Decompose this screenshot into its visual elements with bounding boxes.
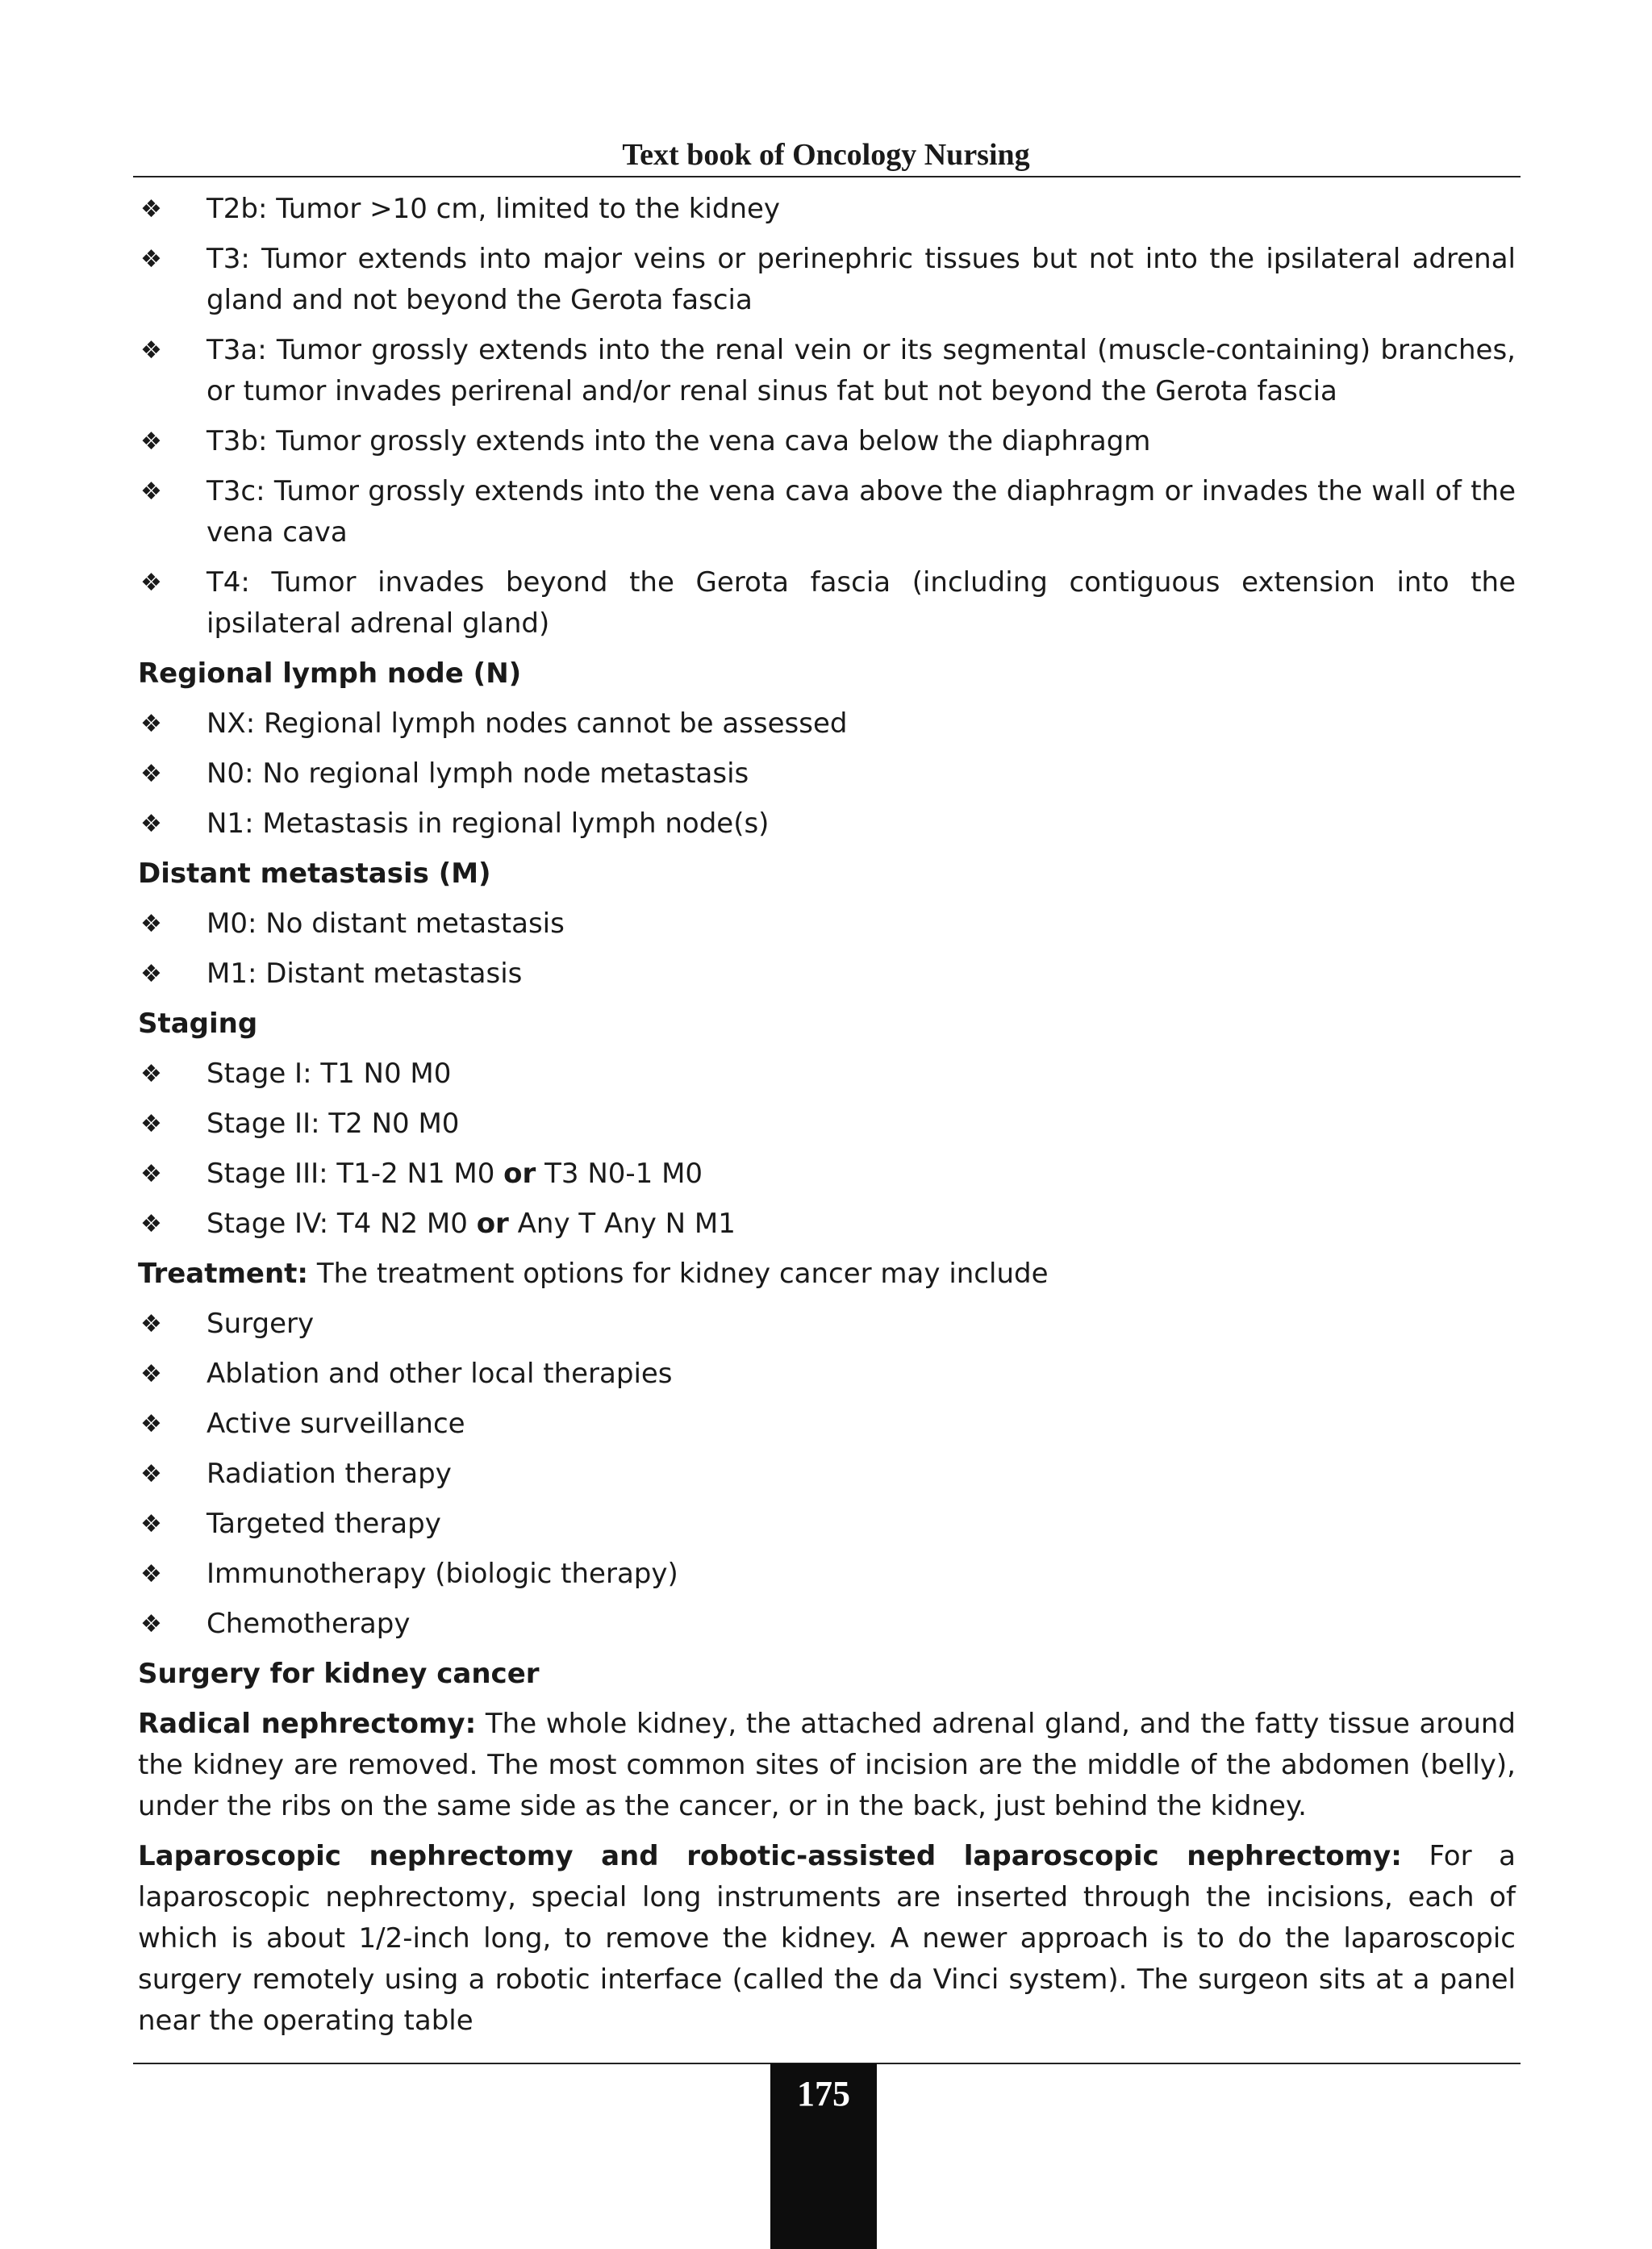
running-header: Text book of Oncology Nursing [622, 138, 1030, 172]
list-item [138, 903, 1516, 945]
page-body [138, 189, 1525, 2051]
list-item-text: T3c: Tumor grossly extends into the vena cava above the diaphragm or invades the wall of the vena cava [206, 475, 1516, 549]
diamond-bullet-icon: ❖ [140, 1210, 162, 1238]
list-item [138, 1304, 1516, 1345]
diamond-bullet-icon: ❖ [140, 428, 162, 456]
diamond-bullet-icon: ❖ [140, 760, 162, 788]
list-item [138, 1454, 1516, 1495]
list-item [138, 1604, 1516, 1645]
treatment-label: Treatment: [138, 1258, 309, 1290]
diamond-bullet-icon: ❖ [140, 960, 162, 988]
laparoscopic-nephrectomy-text: For a laparoscopic nephrectomy, special long instruments are inserted through the incisions, each of which is about 1/2-inch long, to remove the kidney. A newer approach is to do the laparoscopic surgery remotely using a robotic interface (called the da Vinci system). The surgeon sits at a panel near the operating table [138, 1840, 1525, 2037]
list-item-text: Immunotherapy (biologic therapy) [206, 1558, 678, 1590]
list-item [138, 189, 1516, 230]
list-item [138, 803, 1516, 845]
section-heading-distant-metastasis: Distant metastasis (M) [138, 857, 491, 890]
diamond-bullet-icon: ❖ [140, 1410, 162, 1438]
radical-nephrectomy-label: Radical nephrectomy: [138, 1708, 477, 1740]
list-item [138, 1104, 1516, 1145]
diamond-bullet-icon: ❖ [140, 1560, 162, 1588]
list-item-text: Stage II: T2 N0 M0 [206, 1108, 460, 1140]
list-item-text: M0: No distant metastasis [206, 908, 565, 940]
page-number-tab [770, 2063, 877, 2249]
or-keyword: or [476, 1208, 509, 1240]
diamond-bullet-icon: ❖ [140, 1460, 162, 1488]
list-item-text: Stage III: T1-2 N1 M0 [206, 1158, 504, 1190]
list-item [138, 471, 1516, 553]
diamond-bullet-icon: ❖ [140, 245, 162, 273]
list-item-text: Chemotherapy [206, 1608, 411, 1640]
diamond-bullet-icon: ❖ [140, 1510, 162, 1538]
list-item [138, 239, 1516, 321]
list-item [138, 953, 1516, 995]
list-item-text: T4: Tumor invades beyond the Gerota fascia (including contiguous extension into the ipsilateral adrenal gland) [206, 566, 1516, 640]
diamond-bullet-icon: ❖ [140, 1310, 162, 1338]
list-item [138, 330, 1516, 412]
treatment-text: The treatment options for kidney cancer may include [308, 1258, 1049, 1290]
diamond-bullet-icon: ❖ [140, 910, 162, 938]
list-item-text: Stage I: T1 N0 M0 [206, 1058, 452, 1090]
list-item-text: NX: Regional lymph nodes cannot be assessed [206, 707, 848, 740]
list-item-text: Radiation therapy [206, 1458, 452, 1490]
list-item [138, 1204, 1516, 1245]
list-item-text: T2b: Tumor >10 cm, limited to the kidney [206, 193, 781, 225]
treatment-intro [138, 1254, 1516, 1295]
list-item-text: T3 N0-1 M0 [536, 1158, 703, 1190]
diamond-bullet-icon: ❖ [140, 1360, 162, 1388]
diamond-bullet-icon: ❖ [140, 336, 162, 365]
diamond-bullet-icon: ❖ [140, 1110, 162, 1138]
list-item [138, 753, 1516, 795]
header-divider [133, 176, 1521, 177]
list-item [138, 1504, 1516, 1545]
list-item-text: T3a: Tumor grossly extends into the renal vein or its segmental (muscle-containing) branches, or tumor invades perirenal and/or renal sinus fat but not beyond the Gerota fascia [206, 334, 1516, 407]
list-item [138, 1354, 1516, 1395]
section-heading-regional-lymph-node: Regional lymph node (N) [138, 657, 522, 690]
list-item [138, 1154, 1516, 1195]
diamond-bullet-icon: ❖ [140, 478, 162, 506]
diamond-bullet-icon: ❖ [140, 810, 162, 838]
list-item-text: Ablation and other local therapies [206, 1358, 673, 1390]
diamond-bullet-icon: ❖ [140, 195, 162, 223]
laparoscopic-nephrectomy-label: Laparoscopic nephrectomy and robotic-assisted laparoscopic nephrectomy: [138, 1840, 1402, 1872]
list-item [138, 421, 1516, 462]
or-keyword: or [503, 1158, 536, 1190]
list-item-text: Targeted therapy [206, 1508, 441, 1540]
list-item-text: T3: Tumor extends into major veins or perinephric tissues but not into the ipsilateral adrenal gland and not beyond the Gerota fascia [206, 243, 1516, 316]
diamond-bullet-icon: ❖ [140, 1160, 162, 1188]
list-item [138, 1054, 1516, 1095]
diamond-bullet-icon: ❖ [140, 1610, 162, 1638]
radical-nephrectomy-text: The whole kidney, the attached adrenal gland, and the fatty tissue around the kidney are removed. The most common sites of incision are the middle of the abdomen (belly), under the ribs on the same side as the cancer, or in the back, just behind the kidney. [138, 1708, 1525, 1822]
section-heading-surgery: Surgery for kidney cancer [138, 1658, 540, 1690]
list-item-text: Any T Any N M1 [508, 1208, 736, 1240]
diamond-bullet-icon: ❖ [140, 1060, 162, 1088]
list-item-text: M1: Distant metastasis [206, 958, 523, 990]
list-item-text: N0: No regional lymph node metastasis [206, 757, 749, 790]
list-item-text: Surgery [206, 1308, 315, 1340]
radical-nephrectomy-paragraph [138, 1704, 1525, 1827]
list-item [138, 703, 1516, 745]
list-item [138, 1404, 1516, 1445]
list-item-text: N1: Metastasis in regional lymph node(s) [206, 807, 770, 840]
section-heading-staging: Staging [138, 1008, 258, 1040]
list-item-text: Active surveillance [206, 1408, 465, 1440]
diamond-bullet-icon: ❖ [140, 710, 162, 738]
list-item [138, 562, 1516, 645]
diamond-bullet-icon: ❖ [140, 569, 162, 597]
list-item-text: Stage IV: T4 N2 M0 [206, 1208, 477, 1240]
list-item-text: T3b: Tumor grossly extends into the vena cava below the diaphragm [206, 425, 1151, 457]
list-item [138, 1554, 1516, 1595]
page-number: 175 [797, 2074, 850, 2113]
laparoscopic-nephrectomy-paragraph [138, 1836, 1525, 2042]
